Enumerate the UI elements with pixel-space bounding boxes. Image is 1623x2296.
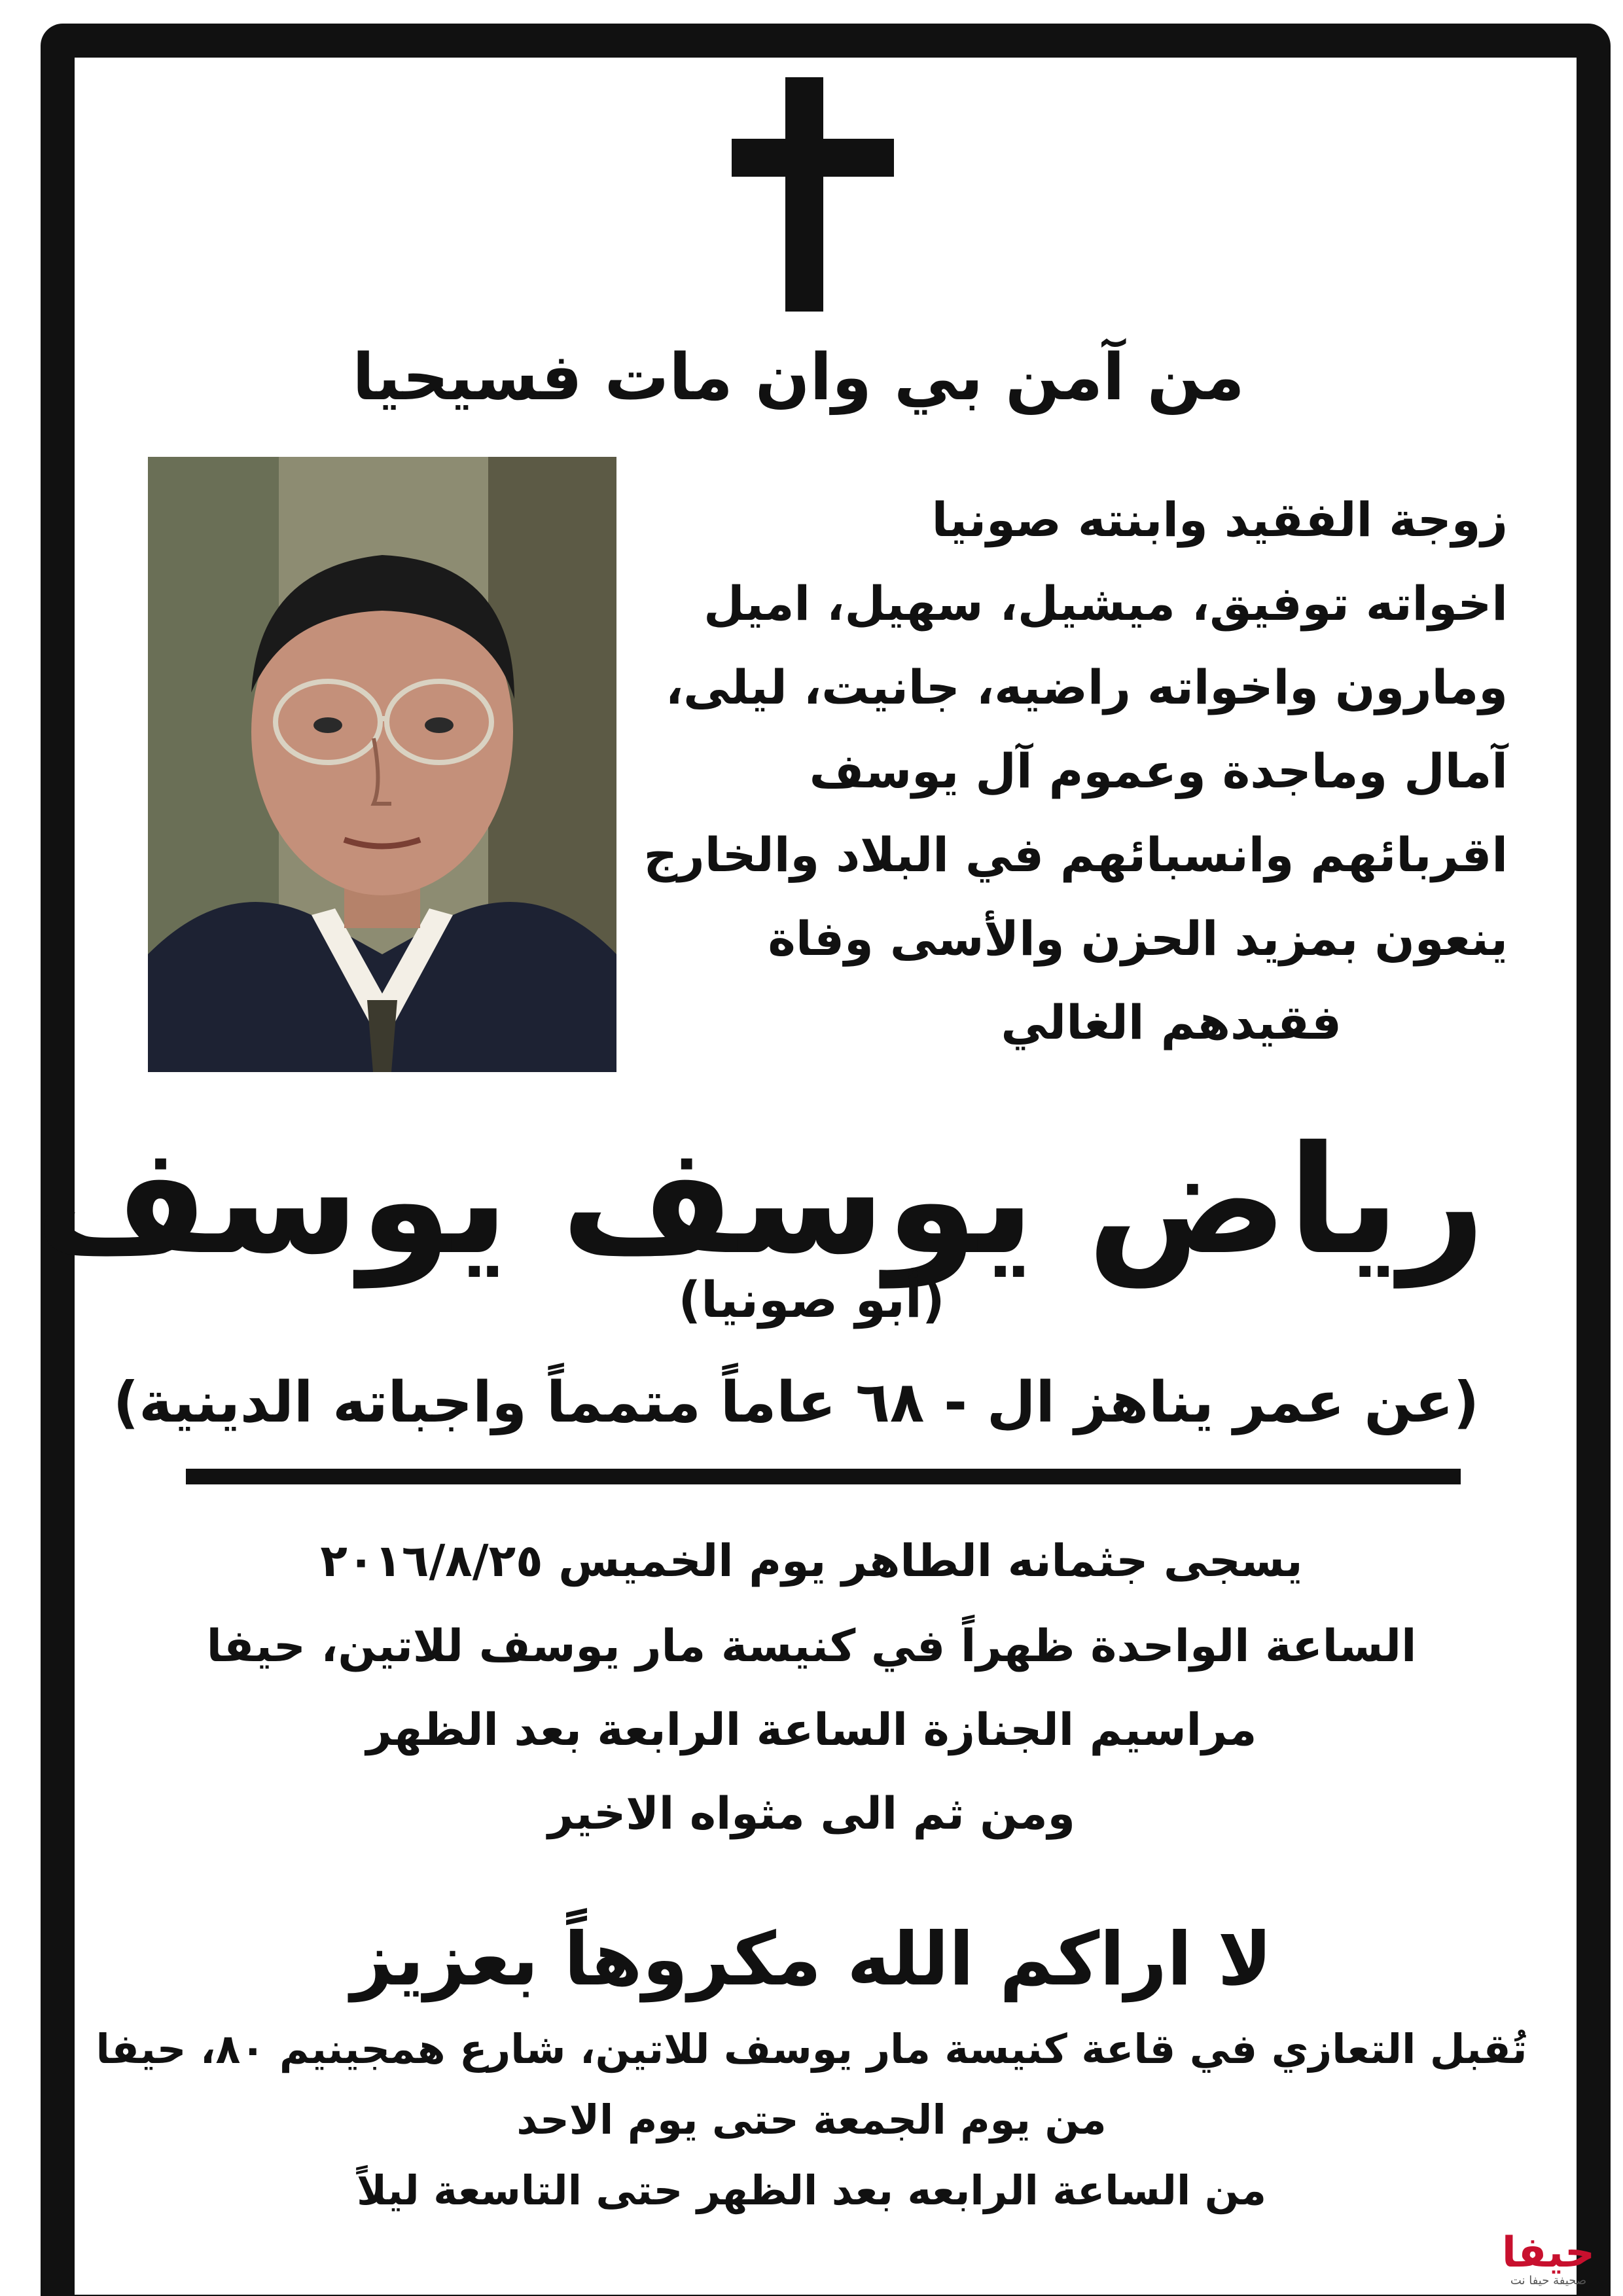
- deceased-photo: [148, 457, 616, 1072]
- funeral-line: مراسيم الجنازة الساعة الرابعة بعد الظهر: [366, 1704, 1257, 1756]
- condolence-line: تُقبل التعازي في قاعة كنيسة مار يوسف للاتين، شارع همجينيم ٨٠، حيفا: [96, 2025, 1527, 2073]
- publisher-watermark: [1483, 2229, 1614, 2288]
- family-line: اخواته توفيق، ميشيل، سهيل، اميل: [704, 576, 1508, 631]
- family-line: آمال وماجدة وعموم آل يوسف: [809, 744, 1508, 798]
- family-line: ومارون واخواته راضيه، جانيت، ليلى،: [665, 660, 1508, 715]
- condolence-line: من الساعة الرابعه بعد الظهر حتى التاسعة ليلاً: [357, 2166, 1266, 2214]
- deceased-nickname: (أبو صونيا): [678, 1270, 945, 1329]
- funeral-line: ومن ثم الى مثواه الاخير: [548, 1788, 1075, 1840]
- funeral-line: يسجى جثمانه الطاهر يوم الخميس ٢٠١٦/٨/٢٥: [320, 1535, 1303, 1587]
- cross-icon: [785, 77, 823, 312]
- family-line: ينعون بمزيد الحزن والأسى وفاة: [768, 911, 1508, 966]
- deceased-age-line: (عن عمر يناهز ال - ٦٨ عاماً متمماً واجباته الدينية): [113, 1370, 1479, 1435]
- cross-icon-bar: [732, 139, 894, 177]
- family-line: فقيدهم الغالي: [1001, 995, 1342, 1050]
- section-divider: [186, 1469, 1461, 1484]
- portrait-illustration: [148, 457, 616, 1072]
- watermark-logo: حيفا: [1501, 2229, 1596, 2278]
- family-line: زوجة الفقيد وابنته صونيا: [931, 492, 1508, 547]
- condolence-line: من يوم الجمعة حتى يوم الاحد: [516, 2096, 1107, 2144]
- deceased-name: رياض يوسف يوسف: [35, 1113, 1486, 1287]
- family-line: اقربائهم وانسبائهم في البلاد والخارج: [643, 827, 1508, 882]
- bible-verse: من آمن بي وان مات فسيحيا: [352, 340, 1245, 415]
- funeral-line: الساعة الواحدة ظهراً في كنيسة مار يوسف للاتين، حيفا: [206, 1621, 1417, 1672]
- watermark-subtitle: صحيفة حيفا نت: [1510, 2274, 1587, 2288]
- condolence-heading: لا اراكم الله مكروهاً بعزيز: [351, 1917, 1272, 2002]
